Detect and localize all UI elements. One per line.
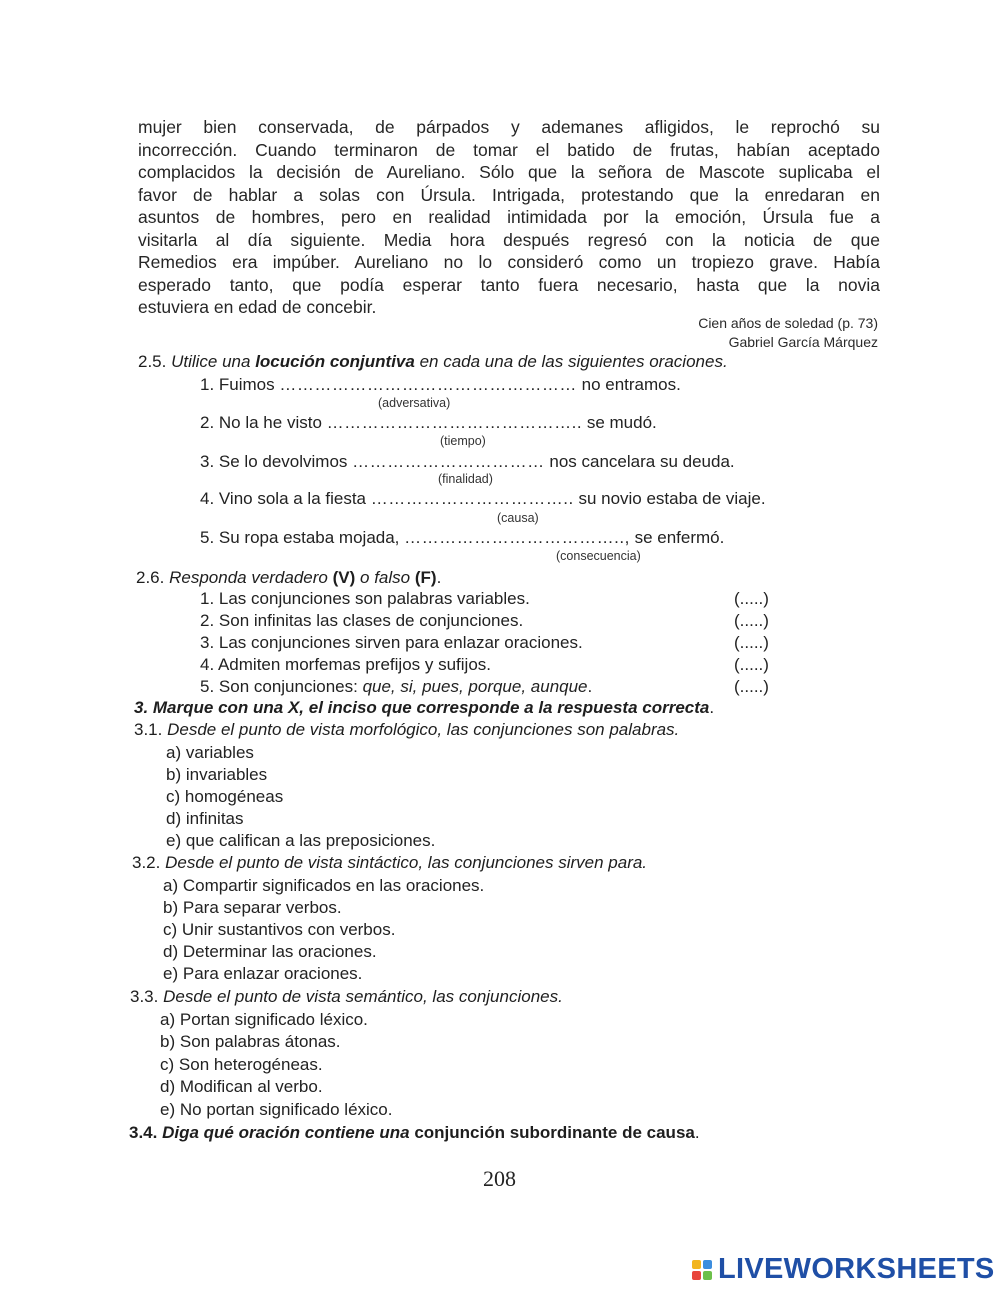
item-text: 5. Su ropa estaba mojada, bbox=[200, 528, 400, 547]
question-text: Desde el punto de vista semántico, las conjunciones. bbox=[163, 987, 563, 1006]
option-3-2-b[interactable] bbox=[163, 898, 342, 918]
tf-answer-box[interactable]: (.....) bbox=[734, 655, 769, 674]
fill-item-4 bbox=[200, 489, 766, 509]
heading-punct: . bbox=[709, 698, 715, 717]
heading-text: 3. Marque con una X, el inciso que corresponde a la respuesta correcta bbox=[134, 698, 710, 717]
question-3-4 bbox=[129, 1123, 700, 1143]
option-3-2-c[interactable] bbox=[163, 920, 395, 940]
false-marker: (F) bbox=[414, 568, 437, 587]
passage-line: mujer bien conservada, de párpados y ademanes afligidos, le reprochó su bbox=[138, 117, 880, 137]
question-3-2 bbox=[132, 853, 647, 873]
option-3-3-c[interactable] bbox=[160, 1055, 323, 1075]
option-text: homogéneas bbox=[184, 787, 284, 806]
item-text: su novio estaba de viaje. bbox=[578, 489, 766, 508]
item-examples: que, si, pues, porque, aunque bbox=[362, 677, 588, 696]
question-text: Utilice una bbox=[171, 352, 251, 371]
blank-field[interactable]: ……………………………….., bbox=[404, 528, 630, 547]
option-letter: d) bbox=[163, 942, 179, 961]
option-3-3-a[interactable] bbox=[160, 1010, 368, 1030]
option-letter: d) bbox=[160, 1077, 176, 1096]
question-number: 3.1. bbox=[134, 720, 163, 739]
blank-field[interactable]: …………………………………….. bbox=[326, 413, 583, 432]
option-text: variables bbox=[185, 743, 254, 762]
question-text: en cada una de las siguientes oraciones. bbox=[419, 352, 728, 371]
item-text: . bbox=[587, 677, 593, 696]
hint-causa: (causa) bbox=[497, 511, 539, 525]
question-number: 2.5. bbox=[138, 352, 167, 371]
option-3-1-e[interactable] bbox=[166, 831, 435, 851]
passage bbox=[138, 116, 880, 319]
option-text: invariables bbox=[185, 765, 268, 784]
question-keyword: locución conjuntiva bbox=[255, 352, 415, 371]
option-letter: d) bbox=[166, 809, 182, 828]
option-text: No portan significado léxico. bbox=[179, 1100, 393, 1119]
option-letter: c) bbox=[160, 1055, 175, 1074]
question-number: 2.6. bbox=[136, 568, 165, 587]
item-text: nos cancelara su deuda. bbox=[549, 452, 735, 471]
tf-item-1: 1. Las conjunciones son palabras variables. bbox=[200, 589, 530, 608]
logo-square bbox=[703, 1260, 712, 1269]
option-3-3-e[interactable] bbox=[160, 1100, 392, 1120]
item-text: se enfermó. bbox=[634, 528, 725, 547]
passage-line: visitarla al día siguiente. Media hora después regresó con la noticia de que bbox=[138, 229, 880, 250]
option-text: Para separar verbos. bbox=[182, 898, 342, 917]
option-3-1-a[interactable] bbox=[166, 743, 254, 763]
question-text: Desde el punto de vista sintáctico, las conjunciones sirven para. bbox=[165, 853, 648, 872]
logo-square bbox=[703, 1271, 712, 1280]
option-3-3-b[interactable] bbox=[160, 1032, 341, 1052]
blank-field[interactable]: …………………………………………… bbox=[279, 375, 577, 394]
hint-tiempo: (tiempo) bbox=[440, 434, 486, 448]
option-letter: a) bbox=[160, 1010, 176, 1029]
question-2-5 bbox=[138, 352, 728, 372]
question-number: 3.2. bbox=[132, 853, 161, 872]
tf-answer-box[interactable]: (.....) bbox=[734, 633, 769, 652]
question-3-1 bbox=[134, 720, 679, 740]
logo-mark-icon bbox=[692, 1260, 712, 1280]
question-2-6 bbox=[136, 568, 441, 588]
tf-item-3: 3. Las conjunciones sirven para enlazar oraciones. bbox=[200, 633, 583, 652]
page-number: 208 bbox=[483, 1166, 516, 1191]
option-3-1-b[interactable] bbox=[166, 765, 267, 785]
option-text: infinitas bbox=[185, 809, 244, 828]
fill-item-5 bbox=[200, 528, 724, 548]
passage-line: incorrección. Cuando terminaron de tomar el batido de frutas, habían aceptado bbox=[138, 139, 880, 160]
item-text: 1. Fuimos bbox=[200, 375, 275, 394]
option-3-2-e[interactable] bbox=[163, 964, 362, 984]
option-text: Determinar las oraciones. bbox=[182, 942, 377, 961]
item-text: no entramos. bbox=[581, 375, 681, 394]
hint-consecuencia: (consecuencia) bbox=[556, 549, 641, 563]
true-marker: (V) bbox=[332, 568, 356, 587]
item-text: 5. Son conjunciones: bbox=[200, 677, 363, 696]
item-text: se mudó. bbox=[586, 413, 657, 432]
passage-line: esperado tanto, que podía esperar tanto fuera necesario, hasta que la novia bbox=[138, 274, 880, 295]
option-letter: b) bbox=[166, 765, 182, 784]
option-letter: b) bbox=[163, 898, 179, 917]
option-text: Son palabras átonas. bbox=[179, 1032, 341, 1051]
option-text: Compartir significados en las oraciones. bbox=[182, 876, 485, 895]
section-3-heading bbox=[134, 698, 714, 718]
question-text: o falso bbox=[360, 568, 411, 587]
blank-field[interactable]: …………………………… bbox=[352, 452, 545, 471]
question-text: Desde el punto de vista morfológico, las conjunciones son palabras. bbox=[167, 720, 680, 739]
hint-finalidad: (finalidad) bbox=[438, 472, 493, 486]
option-text: Para enlazar oraciones. bbox=[182, 964, 363, 983]
option-text: Unir sustantivos con verbos. bbox=[181, 920, 396, 939]
option-letter: c) bbox=[166, 787, 181, 806]
option-text: Son heterogéneas. bbox=[178, 1055, 323, 1074]
question-keyword: conjunción subordinante de causa bbox=[414, 1123, 695, 1142]
passage-line: estuviera en edad de concebir. bbox=[138, 297, 377, 317]
passage-line: Remedios era impúber. Aureliano no lo consideró como un tropiezo grave. Había bbox=[138, 252, 880, 272]
option-letter: c) bbox=[163, 920, 178, 939]
question-number: 3.3. bbox=[130, 987, 159, 1006]
tf-item-4: 4. Admiten morfemas prefijos y sufijos. bbox=[200, 655, 492, 674]
fill-item-2 bbox=[200, 413, 657, 433]
item-text: 2. No la he visto bbox=[200, 413, 322, 432]
blank-field[interactable]: …………………………….. bbox=[370, 489, 574, 508]
passage-line: asuntos de hombres, pero en realidad intimidada por la emoción, Úrsula fue a bbox=[138, 207, 880, 227]
option-letter: a) bbox=[166, 743, 182, 762]
option-3-1-d[interactable] bbox=[166, 809, 244, 829]
hint-adversativa: (adversativa) bbox=[378, 396, 451, 410]
option-3-2-d[interactable] bbox=[163, 942, 377, 962]
option-3-2-a[interactable] bbox=[163, 876, 484, 896]
question-text: Responda verdadero bbox=[169, 568, 328, 587]
passage-line: complacidos la decisión de Aureliano. Sólo que la señora de Mascote suplicaba el bbox=[138, 162, 880, 182]
tf-answer-box[interactable]: (.....) bbox=[734, 677, 769, 696]
question-text: Diga qué oración contiene una bbox=[162, 1123, 410, 1142]
option-3-1-c[interactable] bbox=[166, 787, 283, 807]
option-text: Modifican al verbo. bbox=[179, 1077, 323, 1096]
option-letter: e) bbox=[166, 831, 182, 850]
logo-square bbox=[692, 1271, 701, 1280]
tf-answer-box[interactable]: (.....) bbox=[734, 611, 769, 630]
fill-item-3 bbox=[200, 452, 735, 472]
item-text: 3. Se lo devolvimos bbox=[200, 452, 348, 471]
tf-item-2: 2. Son infinitas las clases de conjunciones. bbox=[200, 611, 524, 630]
source-citation bbox=[698, 314, 878, 352]
brand-name: LIVEWORKSHEETS bbox=[718, 1253, 995, 1285]
tf-item-5 bbox=[200, 677, 592, 697]
option-text: Portan significado léxico. bbox=[179, 1010, 368, 1029]
fill-item-1 bbox=[200, 375, 681, 395]
option-3-3-d[interactable] bbox=[160, 1077, 323, 1097]
option-text: que califican a las preposiciones. bbox=[185, 831, 436, 850]
item-text: 4. Vino sola a la fiesta bbox=[200, 489, 367, 508]
liveworksheets-logo bbox=[692, 1253, 995, 1286]
option-letter: b) bbox=[160, 1032, 176, 1051]
question-number: 3.4. bbox=[129, 1123, 158, 1142]
option-letter: e) bbox=[160, 1100, 176, 1119]
option-letter: e) bbox=[163, 964, 179, 983]
question-3-3 bbox=[130, 987, 563, 1007]
question-punct: . bbox=[694, 1123, 700, 1142]
source-author: Gabriel García Márquez bbox=[728, 334, 878, 350]
option-letter: a) bbox=[163, 876, 179, 895]
source-title: Cien años de soledad (p. 73) bbox=[698, 315, 878, 331]
tf-answer-box[interactable]: (.....) bbox=[734, 589, 769, 608]
question-punct: . bbox=[436, 568, 442, 587]
logo-square bbox=[692, 1260, 701, 1269]
passage-line: favor de hablar a solas con Úrsula. Intrigada, protestando que la enredaran en bbox=[138, 184, 880, 205]
